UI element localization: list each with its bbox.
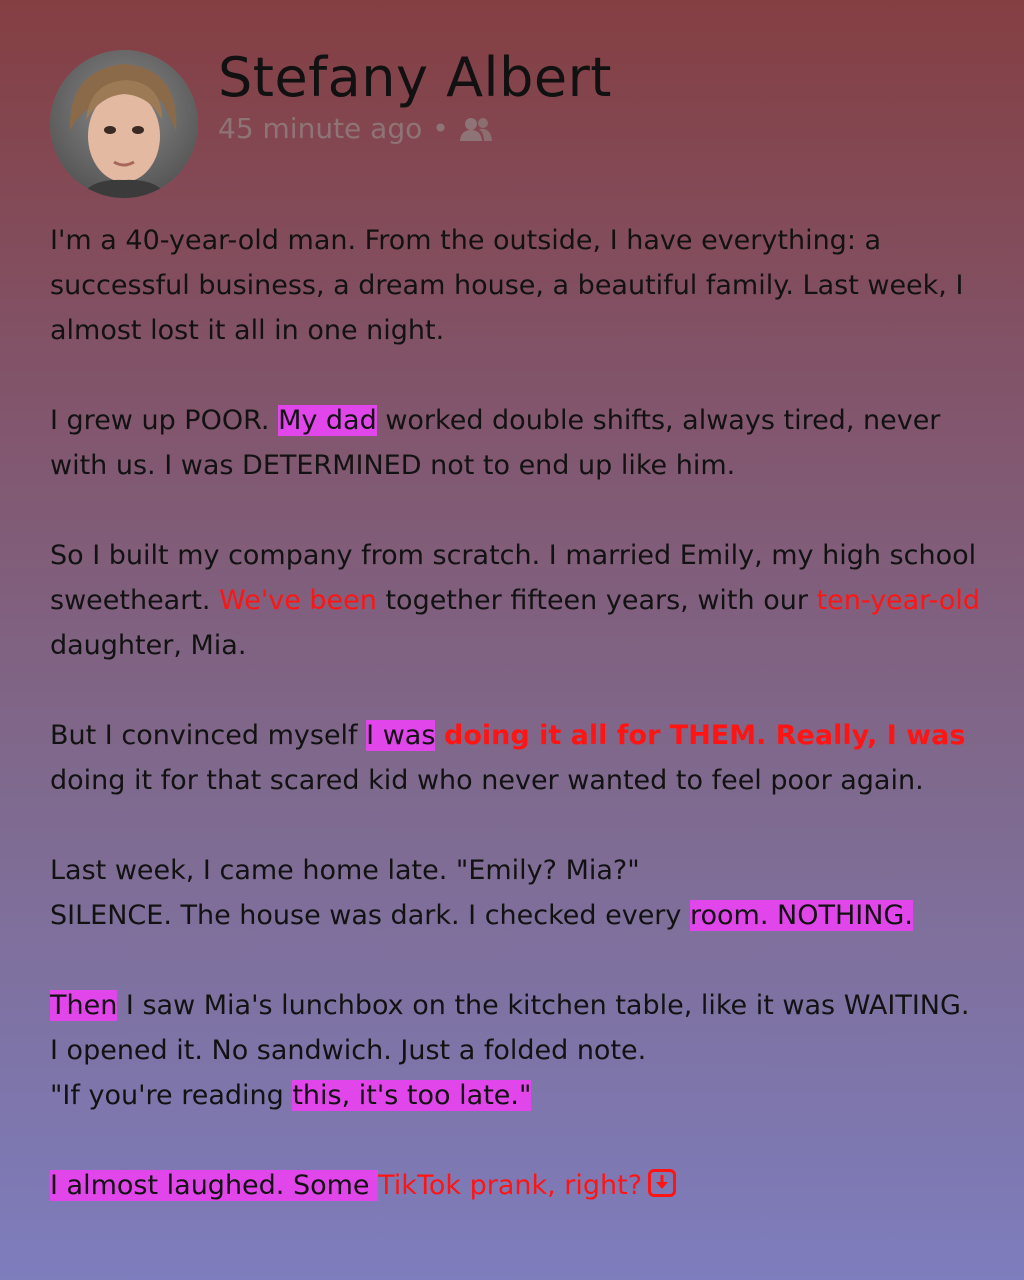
friends-icon[interactable] (459, 116, 493, 142)
text-span: worked double shifts, always tired, never with us. I was DETERMINED not to end up like him. (50, 405, 941, 481)
text-span: But I convinced myself (50, 720, 367, 751)
text-span: "If you're reading (50, 1080, 293, 1111)
text-span: I saw Mia's lunchbox on the kitchen table, like it was WAITING. (117, 990, 970, 1021)
avatar[interactable] (50, 50, 198, 198)
post-header (50, 46, 612, 198)
red-text: TikTok prank, right? (378, 1170, 643, 1201)
highlight: room. NOTHING. (689, 900, 913, 931)
text-span (435, 720, 444, 751)
avatar-photo (50, 50, 198, 198)
text-span: I grew up POOR. (50, 405, 279, 436)
red-bold-text: doing it all for THEM. Really, I was (444, 720, 966, 751)
paragraph-6 (50, 983, 990, 1118)
text-line: Last week, I came home late. "Emily? Mia?" (50, 855, 640, 886)
paragraph-3 (50, 533, 990, 668)
paragraph-2 (50, 398, 990, 488)
highlight: I almost laughed. Some (50, 1170, 379, 1201)
text-span: daughter, Mia. (50, 630, 247, 661)
meta-separator: • (432, 112, 449, 145)
paragraph-7 (50, 1163, 990, 1208)
post-time[interactable]: 45 minute ago (218, 112, 423, 145)
post-body (50, 218, 990, 1253)
download-arrow-icon[interactable] (648, 1169, 676, 1197)
red-text: We've been (219, 585, 377, 616)
paragraph-4 (50, 713, 990, 803)
text-line: I opened it. No sandwich. Just a folded note. (50, 1035, 647, 1066)
paragraph-1: I'm a 40-year-old man. From the outside, I have everything: a successful business, a dream house, a beautiful family. Last week, I almost lost it all in one night. (50, 225, 964, 346)
author-name[interactable]: Stefany Albert (218, 46, 612, 109)
post-meta (218, 112, 612, 145)
highlight: Then (50, 990, 118, 1021)
text-span: doing it for that scared kid who never wanted to feel poor again. (50, 765, 924, 796)
text-span: together fifteen years, with our (376, 585, 817, 616)
text-span: SILENCE. The house was dark. I checked every (50, 900, 690, 931)
highlight: I was (366, 720, 436, 751)
highlight: this, it's too late." (292, 1080, 532, 1111)
text-span: So I built my company from scratch. I married Emily, my high school sweetheart. (50, 540, 977, 616)
red-text: ten-year-old (816, 585, 981, 616)
highlight: My dad (278, 405, 377, 436)
paragraph-5 (50, 848, 990, 938)
